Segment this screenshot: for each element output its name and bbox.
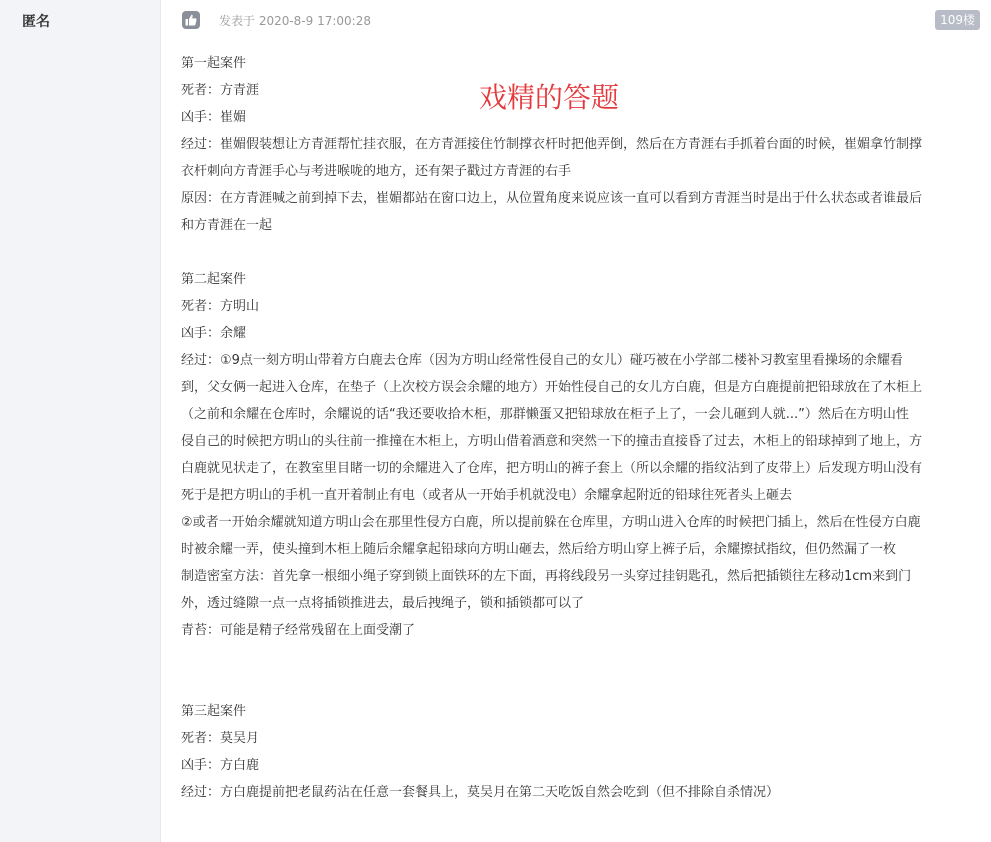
case2-alt-line2: 时被余耀一弄，使头撞到木柜上随后余耀拿起铅球向方明山砸去，然后给方明山穿上裤子后，余耀擦拭指纹，但仍然漏了一枚 bbox=[181, 542, 897, 557]
case3-process: 经过：方白鹿提前把老鼠药沾在任意一套餐具上，莫吴月在第二天吃饭自然会吃到（但不排除自杀情况） bbox=[181, 785, 780, 800]
thumbs-up-icon[interactable] bbox=[182, 11, 200, 29]
case1-killer: 凶手：崔媚 bbox=[181, 110, 247, 125]
case1-title: 第一起案件 bbox=[181, 56, 247, 71]
paragraph-gap bbox=[181, 239, 981, 266]
case2-title: 第二起案件 bbox=[181, 272, 247, 287]
case2-process-line6: 死于是把方明山的手机一直开着制止有电（或者从一开始手机就没电）余耀拿起附近的铅球往死者头上砸去 bbox=[181, 488, 793, 503]
floor-number-badge[interactable]: 109楼 bbox=[935, 10, 980, 30]
post-body bbox=[161, 0, 991, 842]
case2-victim: 死者：方明山 bbox=[181, 299, 260, 314]
case2-process-line1: 经过：①9点一刻方明山带着方白鹿去仓库（因为方明山经常性侵自己的女儿）碰巧被在小学部二楼补习教室里看操场的余耀看 bbox=[181, 353, 903, 368]
post-content bbox=[181, 50, 981, 806]
case2-method-line2: 外，透过缝隙一点一点将插锁推进去，最后拽绳子，锁和插锁都可以了 bbox=[181, 596, 585, 611]
case2-process-line4: 侵自己的时候把方明山的头往前一推撞在木柜上，方明山借着酒意和突然一下的撞击直接昏了过去，木柜上的铅球掉到了地上，方 bbox=[181, 434, 923, 449]
case2-method-line1: 制造密室方法：首先拿一根细小绳子穿到锁上面铁环的左下面，再将线段另一头穿过挂钥匙孔，然后把插锁往左移动1cm来到门 bbox=[181, 569, 912, 584]
case3-killer: 凶手：方白鹿 bbox=[181, 758, 260, 773]
case3-victim: 死者：莫吴月 bbox=[181, 731, 260, 746]
case2-killer: 凶手：余耀 bbox=[181, 326, 247, 341]
case1-process-line1: 经过：崔媚假装想让方青涯帮忙挂衣服，在方青涯接住竹制撑衣杆时把他弄倒，然后在方青涯右手抓着台面的时候，崔媚拿竹制撑 bbox=[181, 137, 923, 152]
post-meta bbox=[182, 9, 371, 31]
case2-moss: 青苔：可能是精子经常残留在上面受潮了 bbox=[181, 623, 416, 638]
case2-process-line3: （之前和余耀在仓库时，余耀说的话“我还要收拾木柜，那群懒蛋又把铅球放在柜子上了，一会儿砸到人就...”）然后在方明山性 bbox=[181, 407, 909, 422]
case1-victim: 死者：方青涯 bbox=[181, 83, 260, 98]
case2-process-line2: 到，父女俩一起进入仓库，在垫子（上次校方误会余耀的地方）开始性侵自己的女儿方白鹿，但是方白鹿提前把铅球放在了木柜上 bbox=[181, 380, 923, 395]
case1-reason-line2: 和方青涯在一起 bbox=[181, 218, 273, 233]
post-timestamp: 发表于 2020-8-9 17:00:28 bbox=[219, 13, 371, 28]
overlay-red-title: 戏精的答题 bbox=[479, 81, 620, 114]
author-sidebar bbox=[0, 0, 161, 842]
case1-reason-line1: 原因：在方青涯喊之前到掉下去，崔媚都站在窗口边上，从位置角度来说应该一直可以看到方青涯当时是出于什么状态或者谁最后 bbox=[181, 191, 923, 206]
case1-process-line2: 衣杆刺向方青涯手心与考进喉咙的地方，还有架子戳过方青涯的右手 bbox=[181, 164, 572, 179]
author-name[interactable]: 匿名 bbox=[22, 14, 50, 30]
case2-process-line5: 白鹿就见状走了，在教室里目睹一切的余耀进入了仓库，把方明山的裤子套上（所以余耀的指纹沾到了皮带上）后发现方明山没有 bbox=[181, 461, 923, 476]
thumbs-up-glyph bbox=[185, 14, 197, 26]
paragraph-gap bbox=[181, 644, 981, 698]
case3-title: 第三起案件 bbox=[181, 704, 247, 719]
case2-alt-line1: ②或者一开始余耀就知道方明山会在那里性侵方白鹿，所以提前躲在仓库里，方明山进入仓库的时候把门插上，然后在性侵方白鹿 bbox=[181, 515, 921, 530]
